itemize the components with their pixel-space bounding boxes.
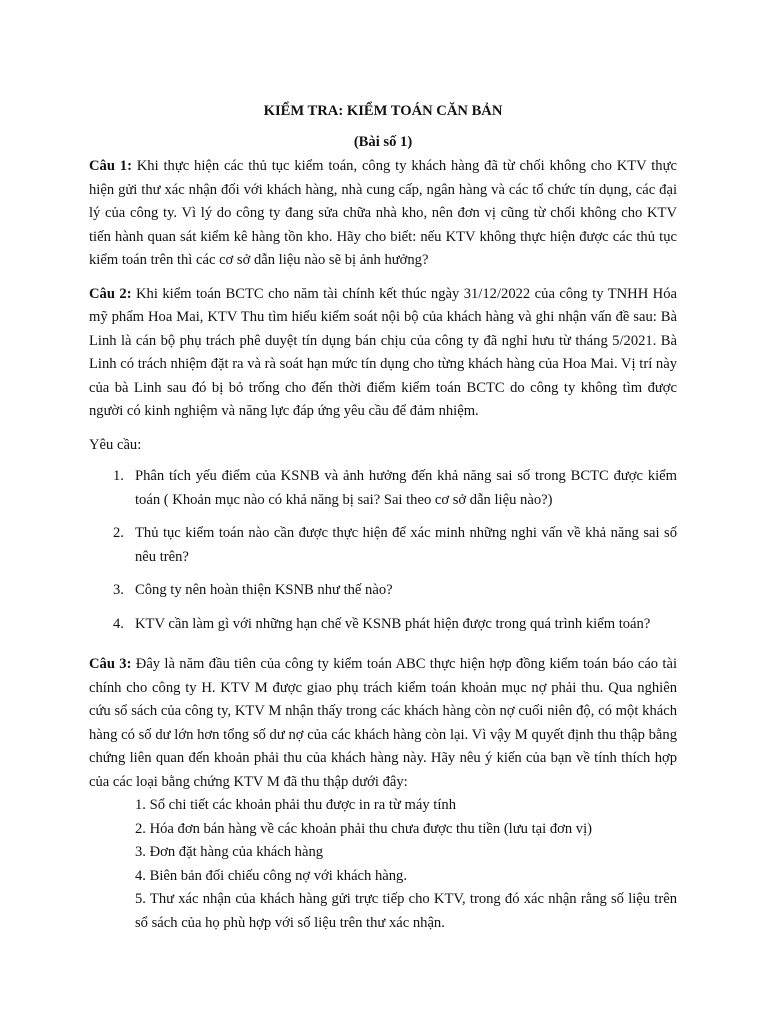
document-page	[89, 100, 677, 935]
requirement-item	[89, 613, 677, 637]
question-2-text: Khi kiểm toán BCTC cho năm tài chính kết thúc ngày 31/12/2022 của công ty TNHH Hóa mỹ phẩm Hoa Mai, KTV Thu tìm hiểu kiểm soát nội bộ của khách hàng và ghi nhận vấn đề sau: Bà Linh là cán bộ phụ trách phê duyệt tín dụng bán chịu của công ty đã nghỉ hưu từ tháng 5/2021. Bà Linh có trách nhiệm đặt ra và rà soát hạn mức tín dụng cho từng khách hàng của Hoa Mai. Vị trí này của bà Linh sau đó bị bỏ trống cho đến thời điểm kiểm toán BCTC do công ty không tìm được người có kinh nghiệm và năng lực đáp ứng yêu cầu để đảm nhiệm.	[89, 285, 677, 419]
requirement-item	[89, 522, 677, 569]
question-3-label: Câu 3:	[89, 656, 132, 672]
requirement-item	[89, 465, 677, 512]
requirement-number: 1.	[113, 468, 124, 484]
document-title: KIỂM TRA: KIỂM TOÁN CĂN BẢN	[263, 103, 503, 119]
requirement-heading: Yêu cầu:	[89, 436, 142, 453]
requirement-text: Công ty nên hoàn thiện KSNB như thế nào?	[135, 582, 393, 598]
document-subtitle: (Bài số 1)	[353, 133, 413, 150]
evidence-list	[89, 794, 677, 935]
requirement-text: Phân tích yếu điểm của KSNB và ảnh hưởng đến khả năng sai số trong BCTC được kiểm toán ( Khoản mục nào có khả năng bị sai? Sai theo cơ sở dẫn liệu nào?)	[135, 468, 677, 508]
question-3-text: Đây là năm đầu tiên của công ty kiểm toán ABC thực hiện hợp đồng kiểm toán báo cáo tài chính cho công ty H. KTV M được giao phụ trách kiểm toán khoản mục nợ phải thu. Qua nghiên cứu sổ sách của công ty, KTV M nhận thấy trong các khách hàng còn nợ cuối niên độ, có một khách hàng có số dư lớn hơn tổng số dư nợ của các khách hàng còn lại. Vì vậy M quyết định thu thập bằng chứng liên quan đến khoản phải thu của khách hàng này. Hãy nêu ý kiến của bạn về tính thích hợp của các loại bằng chứng KTV M đã thu thập dưới đây:	[89, 656, 678, 790]
question-3	[89, 653, 677, 794]
evidence-item: 2. Hóa đơn bán hàng về các khoản phải thu chưa được thu tiền (lưu tại đơn vị)	[135, 820, 593, 837]
question-1-label: Câu 1:	[89, 158, 132, 174]
requirement-number: 2.	[113, 525, 124, 541]
question-1	[89, 155, 677, 273]
requirement-text: KTV cần làm gì với những hạn chế về KSNB phát hiện được trong quá trình kiểm toán?	[135, 615, 651, 632]
requirement-list	[89, 465, 677, 636]
evidence-item: 5. Thư xác nhận của khách hàng gửi trực tiếp cho KTV, trong đó xác nhận rằng số liệu trên sổ sách của họ phù hợp với số liệu trên thư xác nhận.	[135, 891, 677, 931]
question-2-label: Câu 2:	[89, 285, 132, 302]
requirement-number: 4.	[113, 615, 124, 632]
evidence-item: 1. Sổ chi tiết các khoản phải thu được in ra từ máy tính	[135, 797, 457, 813]
question-2	[89, 283, 677, 424]
requirement-number: 3.	[113, 582, 124, 598]
requirement-item	[89, 579, 677, 603]
evidence-item: 4. Biên bản đối chiếu công nợ với khách hàng.	[135, 867, 407, 884]
evidence-item: 3. Đơn đặt hàng của khách hàng	[135, 844, 324, 860]
question-1-text: Khi thực hiện các thủ tục kiểm toán, công ty khách hàng đã từ chối không cho KTV thực hiện gửi thư xác nhận đối với khách hàng, nhà cung cấp, ngân hàng và các tổ chức tín dụng, các đại lý của công ty. Vì lý do công ty đang sửa chữa nhà kho, nên đơn vị cũng từ chối không cho KTV tiến hành quan sát kiểm kê hàng tồn kho. Hãy cho biết: nếu KTV không thực hiện được các thủ tục kiểm toán trên thì các cơ sở dẫn liệu nào sẽ bị ảnh hưởng?	[89, 158, 677, 268]
requirement-text: Thủ tục kiểm toán nào cần được thực hiện để xác minh những nghi vấn về khả năng sai số nêu trên?	[135, 525, 677, 565]
